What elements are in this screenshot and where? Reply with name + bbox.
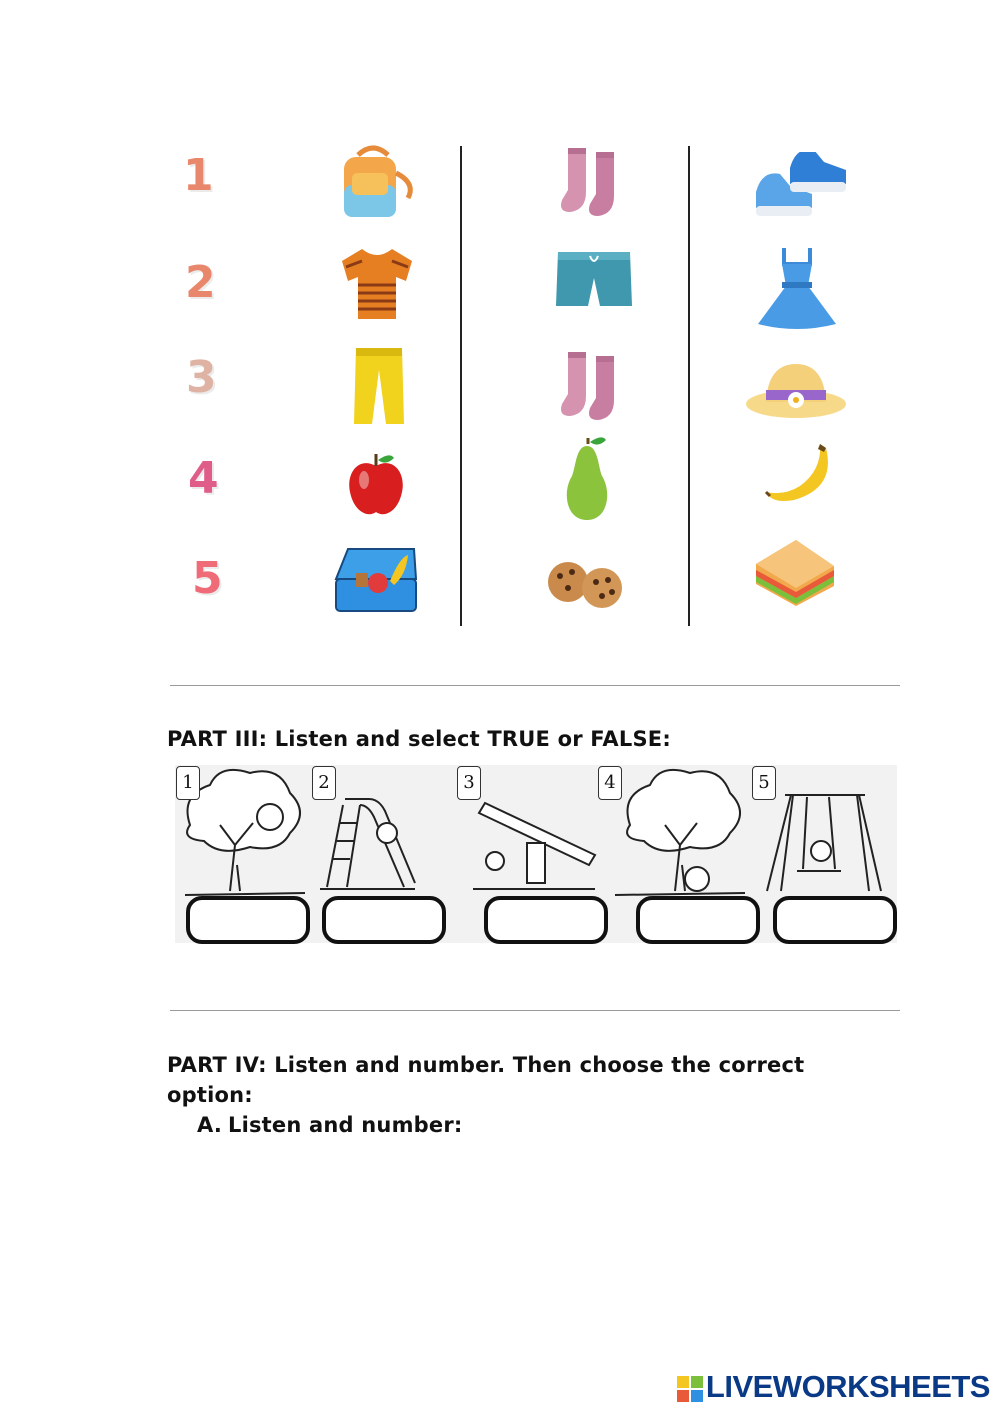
sandwich-icon[interactable] <box>752 536 838 608</box>
answer-box-1[interactable] <box>186 896 310 944</box>
socks-icon[interactable] <box>560 144 626 222</box>
scene-label-4: 4 <box>598 766 622 800</box>
part3-heading: PART III: Listen and select TRUE or FALSE: <box>167 727 671 751</box>
apple-icon[interactable] <box>346 452 406 518</box>
sneakers-icon[interactable] <box>754 152 848 226</box>
trousers-icon[interactable] <box>350 346 408 428</box>
number-4: 4 <box>188 453 219 504</box>
pear-icon[interactable] <box>558 436 616 522</box>
number-5: 5 <box>192 553 223 604</box>
socks-icon-2[interactable] <box>560 348 626 426</box>
section-divider-1 <box>170 685 900 686</box>
answer-box-2[interactable] <box>322 896 446 944</box>
number-3: 3 <box>186 352 217 403</box>
answer-box-3[interactable] <box>484 896 608 944</box>
scene-label-5: 5 <box>752 766 776 800</box>
answer-box-5[interactable] <box>773 896 897 944</box>
column-divider-1 <box>460 146 462 626</box>
scene-label-1: 1 <box>176 766 200 800</box>
banana-icon[interactable] <box>764 440 836 506</box>
liveworksheets-logo-icon <box>677 1376 703 1402</box>
part4-heading-line2: option: <box>167 1083 253 1107</box>
part4-sub-letter: A. <box>197 1113 223 1137</box>
part4-sub-text: Listen and number: <box>228 1113 463 1137</box>
sunhat-icon[interactable] <box>744 360 848 422</box>
shorts-icon[interactable] <box>554 248 634 312</box>
part4-heading-line1: PART IV: Listen and number. Then choose the correct <box>167 1053 805 1077</box>
backpack-icon[interactable] <box>338 143 420 221</box>
number-2: 2 <box>185 257 216 308</box>
liveworksheets-brand <box>677 1369 990 1405</box>
section-divider-2 <box>170 1010 900 1011</box>
scene-label-2: 2 <box>312 766 336 800</box>
tshirt-icon[interactable] <box>336 245 418 323</box>
brand-text: LIVEWORKSHEETS <box>705 1369 990 1404</box>
cookies-icon[interactable] <box>546 560 626 610</box>
scene-label-3: 3 <box>457 766 481 800</box>
number-1: 1 <box>183 150 214 201</box>
lunchbox-icon[interactable] <box>334 545 418 613</box>
column-divider-2 <box>688 146 690 626</box>
dress-icon[interactable] <box>756 246 838 332</box>
answer-box-4[interactable] <box>636 896 760 944</box>
